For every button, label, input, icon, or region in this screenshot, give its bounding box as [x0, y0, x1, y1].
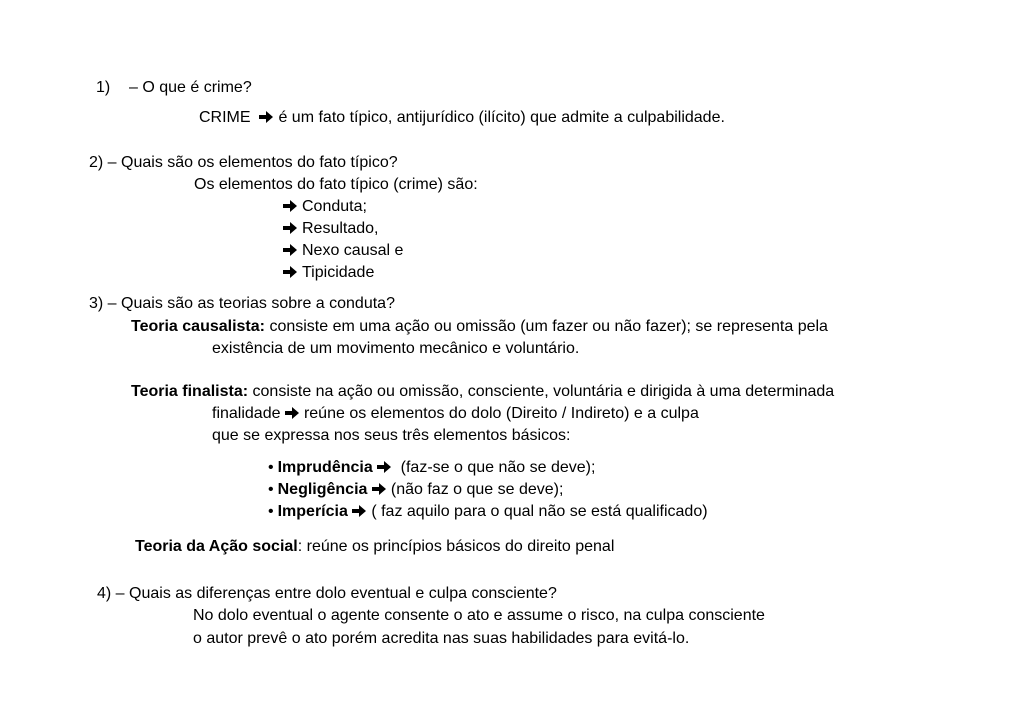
list-item	[268, 458, 595, 478]
bullet: •	[268, 481, 274, 498]
q2-intro: Os elementos do fato típico (crime) são:	[194, 176, 478, 193]
list-item	[268, 502, 708, 522]
causalista-line1	[131, 317, 828, 337]
causalista-term: Teoria causalista:	[131, 318, 265, 335]
bullet: •	[268, 459, 274, 476]
imprudencia-text: (faz-se o que não se deve);	[396, 459, 596, 476]
arrow-right-icon	[283, 266, 297, 278]
social-term: Teoria da Ação social	[135, 538, 298, 555]
q3-question: 3) – Quais são as teorias sobre a conduta?	[89, 295, 395, 312]
imprudencia-term: Imprudência	[277, 459, 373, 476]
impericia-text: ( faz aquilo para o qual não se está qualificado)	[371, 503, 708, 520]
q4-question: 4) – Quais as diferenças entre dolo eventual e culpa consciente?	[97, 585, 557, 602]
arrow-right-icon	[377, 461, 391, 473]
finalista-term: Teoria finalista:	[131, 383, 249, 400]
negligencia-term: Negligência	[277, 481, 368, 498]
finalidade-word: finalidade	[212, 405, 281, 422]
finalista-dolo-text: reúne os elementos do dolo (Direito / Indireto) e a culpa	[303, 405, 699, 422]
finalista-text: consiste na ação ou omissão, consciente, voluntária e dirigida à uma determinada	[252, 383, 835, 400]
arrow-right-icon	[372, 483, 386, 495]
social-text: : reúne os princípios básicos do direito penal	[297, 538, 615, 555]
impericia-term: Imperícia	[277, 503, 348, 520]
social-line	[135, 537, 614, 557]
finalista-line2	[212, 404, 699, 424]
arrow-right-icon	[283, 222, 297, 234]
arrow-right-icon	[285, 407, 299, 419]
arrow-right-icon	[259, 111, 273, 123]
list-item	[283, 197, 367, 217]
q1-question: – O que é crime?	[129, 79, 252, 96]
crime-term: CRIME	[199, 109, 251, 126]
finalista-line3: que se expressa nos seus três elementos básicos:	[212, 427, 571, 444]
q4-answer-line2: o autor prevê o ato porém acredita nas suas habilidades para evitá-lo.	[193, 630, 690, 647]
q2-question: 2) – Quais são os elementos do fato típico?	[89, 154, 398, 171]
element-label: Nexo causal e	[302, 242, 404, 259]
element-label: Resultado,	[302, 220, 379, 237]
negligencia-text: (não faz o que se deve);	[390, 481, 564, 498]
q1-answer	[199, 108, 725, 128]
arrow-right-icon	[283, 244, 297, 256]
q1-number: 1)	[96, 79, 111, 96]
element-label: Tipicidade	[302, 264, 375, 281]
bullet: •	[268, 503, 274, 520]
list-item	[283, 263, 374, 283]
causalista-line2: existência de um movimento mecânico e voluntário.	[212, 340, 580, 357]
crime-definition: é um fato típico, antijurídico (ilícito) que admite a culpabilidade.	[278, 109, 725, 126]
element-label: Conduta;	[302, 198, 367, 215]
arrow-right-icon	[283, 200, 297, 212]
list-item	[268, 480, 563, 500]
q4-answer-line1: No dolo eventual o agente consente o ato e assume o risco, na culpa consciente	[193, 607, 765, 624]
arrow-right-icon	[352, 505, 366, 517]
finalista-line1	[131, 382, 834, 402]
list-item	[283, 219, 379, 239]
causalista-text: consiste em uma ação ou omissão (um fazer ou não fazer); se representa pela	[269, 318, 828, 335]
list-item	[283, 241, 403, 261]
